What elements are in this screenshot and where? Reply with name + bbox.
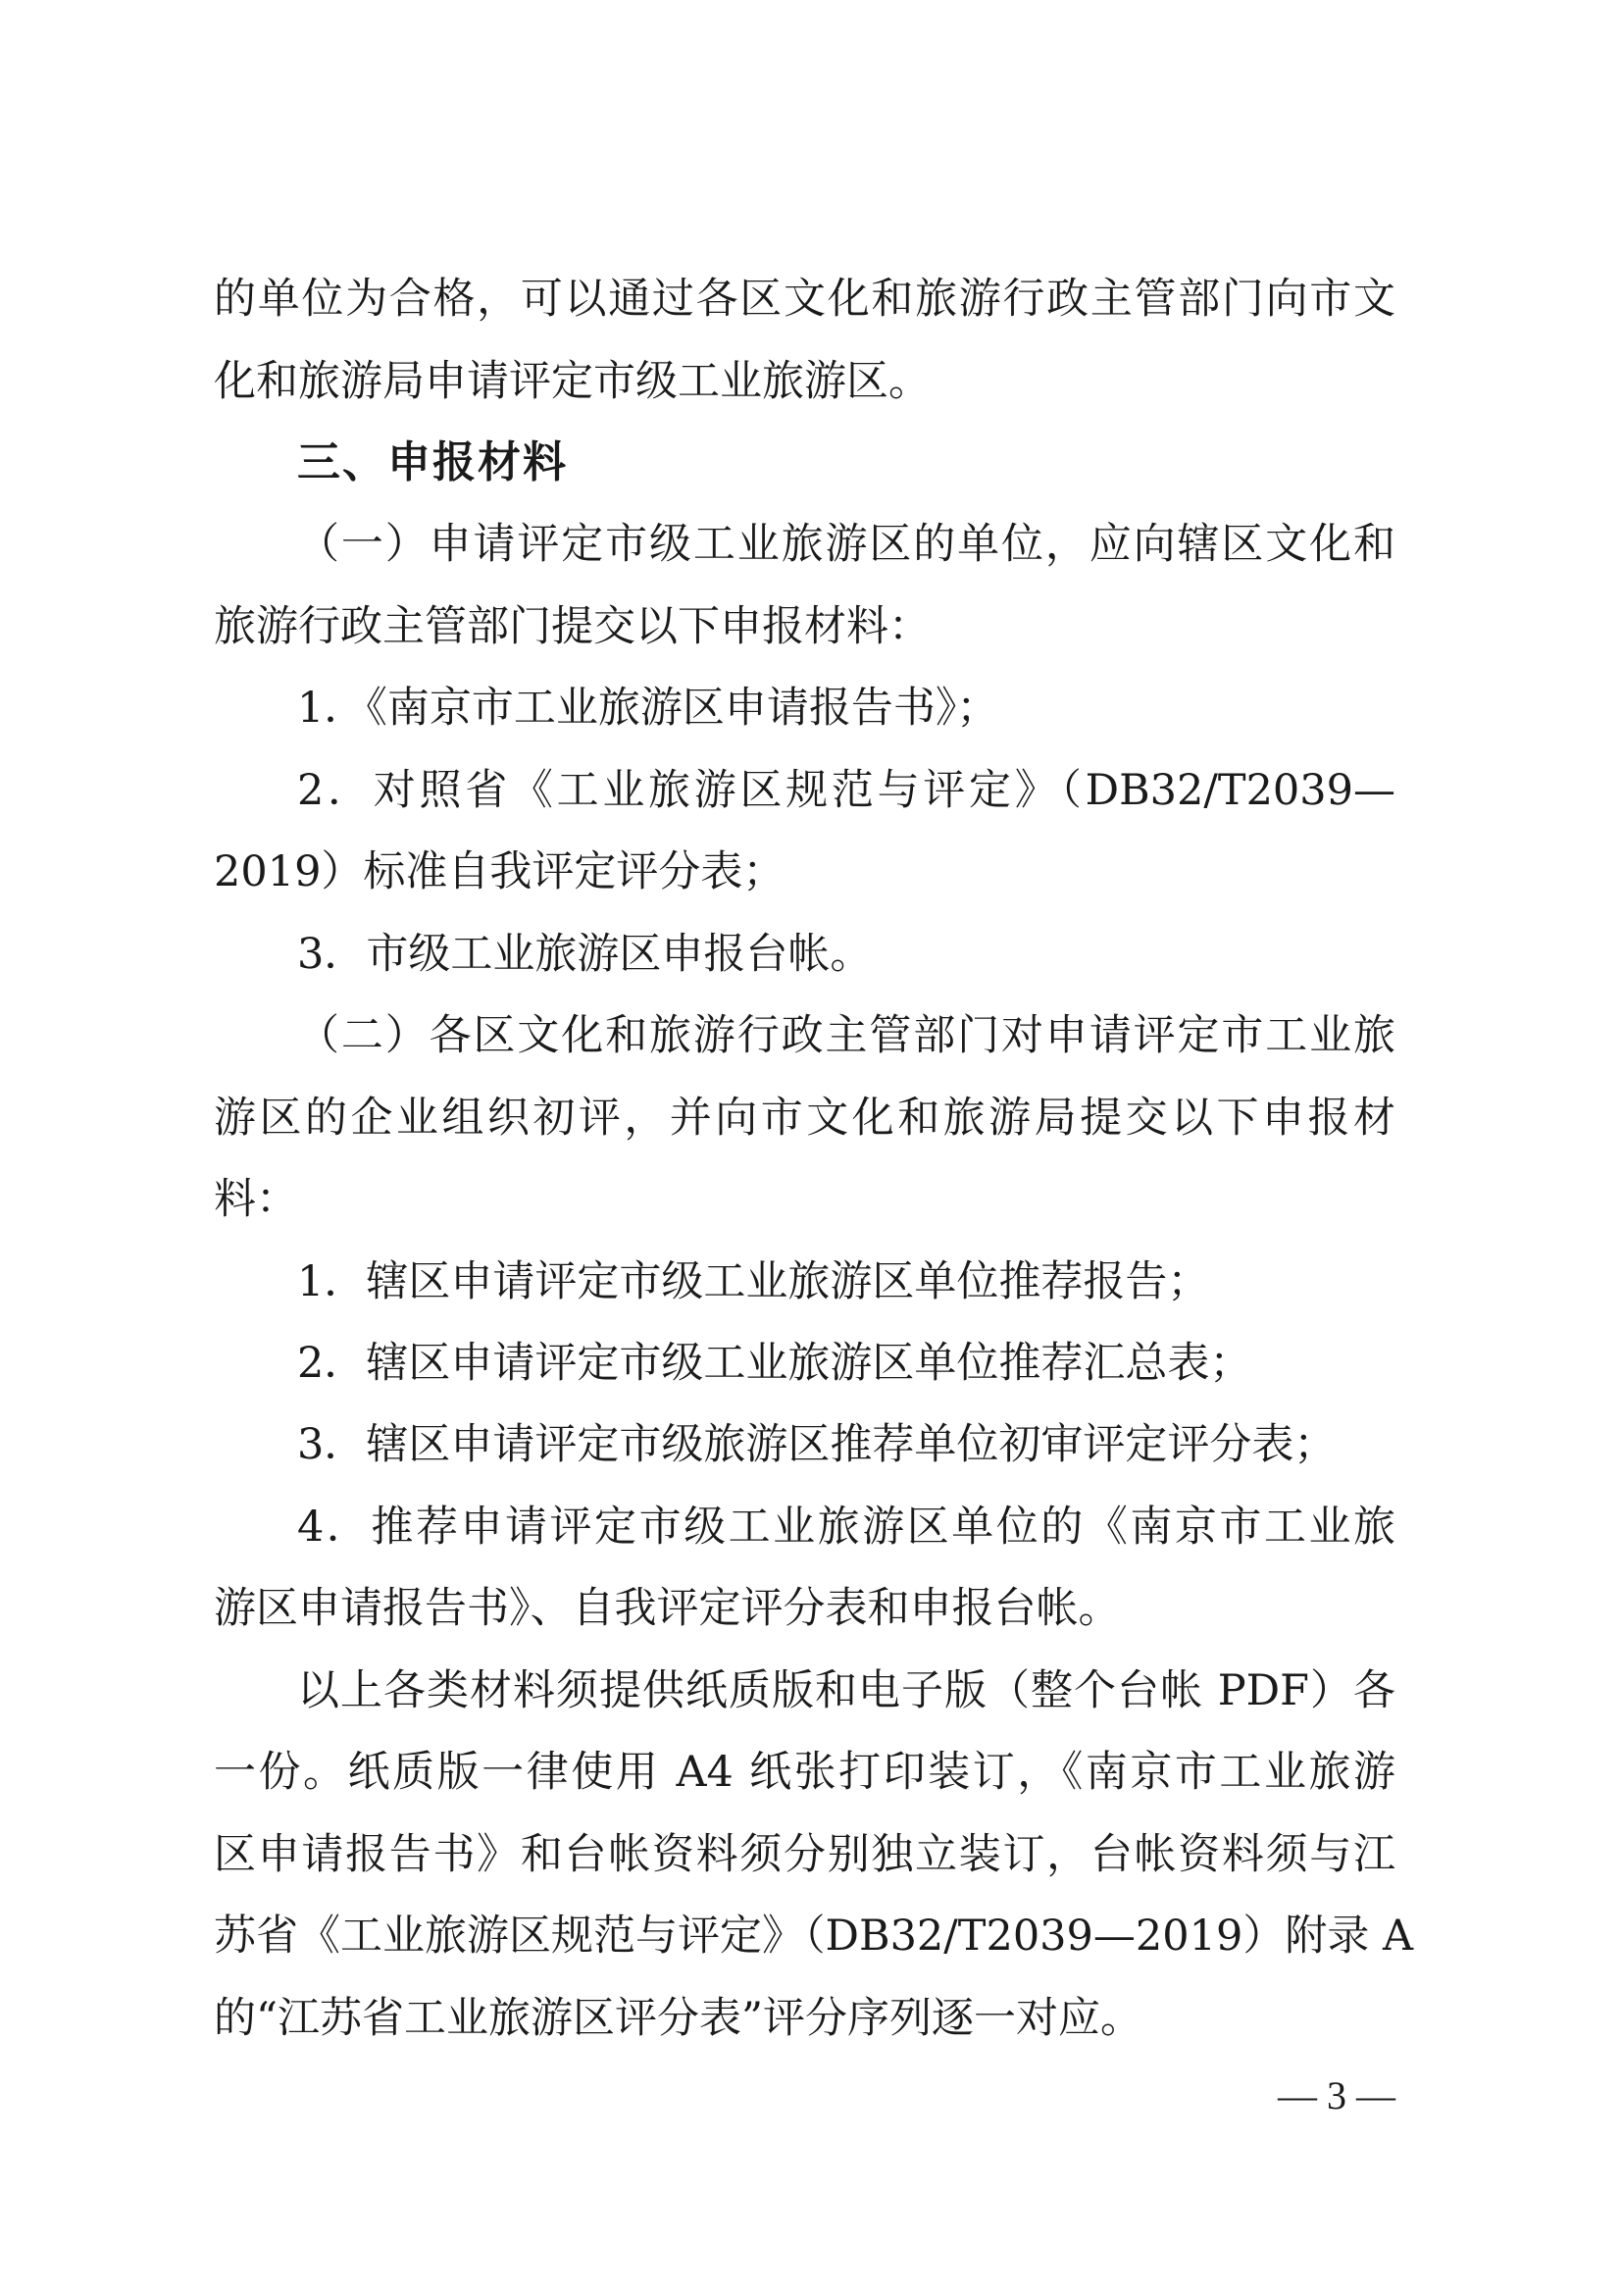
list-item: 2．对照省《工业旅游区规范与评定》（DB32/T2039—: [297, 766, 1395, 815]
paragraph-line: 料：: [214, 1175, 298, 1224]
paragraph-line: 一份。纸质版一律使用 A4 纸张打印装订，《南京市工业旅游: [214, 1748, 1395, 1797]
list-item: 4．推荐申请评定市级工业旅游区单位的《南京市工业旅: [297, 1503, 1395, 1552]
list-item: 1．辖区申请评定市级工业旅游区单位推荐报告；: [297, 1257, 1210, 1306]
paragraph-line: 的“江苏省工业旅游区评分表”评分序列逐一对应。: [214, 1994, 1142, 2043]
list-item: 3．辖区申请评定市级旅游区推荐单位初审评定评分表；: [297, 1420, 1337, 1469]
section-heading: 三、申报材料: [297, 437, 568, 487]
paragraph-line: 游区的企业组织初评，并向市文化和旅游局提交以下申报材: [214, 1094, 1395, 1143]
paragraph-line: 区申请报告书》和台帐资料须分别独立装订，台帐资料须与江: [214, 1830, 1395, 1879]
list-item: 3．市级工业旅游区申报台帐。: [297, 930, 873, 979]
paragraph-line: （二）各区文化和旅游行政主管部门对申请评定市工业旅: [297, 1011, 1395, 1060]
list-item: 2．辖区申请评定市级工业旅游区单位推荐汇总表；: [297, 1339, 1252, 1388]
paragraph-line: 苏省《工业旅游区规范与评定》（DB32/T2039—2019）附录 A: [214, 1912, 1414, 1961]
paragraph-line: 的单位为合格，可以通过各区文化和旅游行政主管部门向市文: [214, 275, 1395, 324]
list-item: 1．《南京市工业旅游区申请报告书》；: [297, 684, 999, 733]
paragraph-line: 化和旅游局申请评定市级工业旅游区。: [214, 357, 931, 406]
paragraph-line: 2019）标准自我评定评分表；: [214, 847, 785, 896]
paragraph-line: 游区申请报告书》、自我评定评分表和申报台帐。: [214, 1584, 1121, 1633]
paragraph-line: 旅游行政主管部门提交以下申报材料：: [214, 602, 931, 651]
paragraph-line: （一）申请评定市级工业旅游区的单位，应向辖区文化和: [297, 520, 1395, 569]
page-number: — 3 —: [1278, 2073, 1395, 2117]
paragraph-line: 以上各类材料须提供纸质版和电子版（整个台帐 PDF）各: [297, 1666, 1395, 1715]
